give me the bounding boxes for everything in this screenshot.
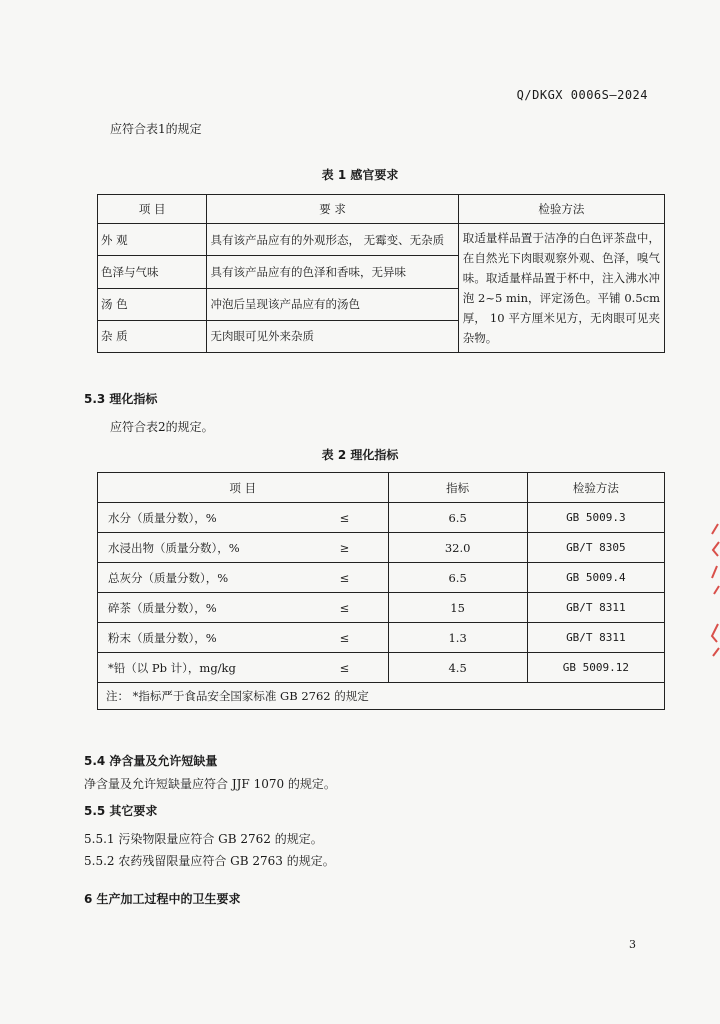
table-row [98,623,665,653]
section-5-5-1: 5.5.1 污染物限量应符合 GB 2762 的规定。 [84,832,323,846]
table-row [98,533,665,563]
page-number: 3 [629,938,636,951]
t2-value: 1.3 [388,623,527,653]
table-row [98,593,665,623]
t1-req: 无肉眼可见外来杂质 [207,320,458,352]
table-row [98,224,665,256]
t2-method: GB/T 8311 [527,593,664,623]
t1-item: 杂 质 [98,320,207,352]
t1-req: 具有该产品应有的色泽和香味，无异味 [207,256,458,288]
table2-caption: 表 2 理化指标 [321,448,399,462]
t2-value: 6.5 [388,503,527,533]
t2-note: 注： *指标严于食品安全国家标准 GB 2762 的规定 [98,683,665,710]
t1-header-item: 项 目 [98,195,207,224]
t2-sym: ≤ [301,503,388,533]
t1-req: 冲泡后呈现该产品应有的汤色 [207,288,458,320]
intro-line: 应符合表1的规定 [110,122,202,136]
t1-method: 取适量样品置于洁净的白色评茶盘中，在自然光下肉眼观察外观、色泽，嗅气 味。取适量样品置于杯中，注入沸水冲 泡 2~5 min，评定汤色。平铺 0.5cm 厚， 10 平方厘米见方，无肉眼可见夹杂物。 [458,224,664,353]
t2-method: GB 5009.12 [527,653,664,683]
section-5-4-title: 5.4 净含量及允许短缺量 [84,754,218,768]
t2-sym: ≥ [301,533,388,563]
t1-item: 汤 色 [98,288,207,320]
t2-method: GB 5009.4 [527,563,664,593]
t2-value: 4.5 [388,653,527,683]
t1-req: 具有该产品应有的外观形态， 无霉变、无杂质 [207,224,458,256]
t1-header-req: 要 求 [207,195,458,224]
t2-name: *铅（以 Pb 计），mg/kg [98,653,302,683]
section-5-3-text: 应符合表2的规定。 [110,420,214,434]
t2-name: 水浸出物（质量分数），% [98,533,302,563]
seal-stamp-fragment-icon [710,520,720,660]
t2-header-item: 项 目 [98,473,389,503]
t2-sym: ≤ [301,623,388,653]
t2-value: 6.5 [388,563,527,593]
table-row [98,563,665,593]
t2-sym: ≤ [301,653,388,683]
document-number: Q/DKGX 0006S—2024 [516,88,648,102]
section-5-5-2: 5.5.2 农药残留限量应符合 GB 2763 的规定。 [84,854,335,868]
t2-value: 32.0 [388,533,527,563]
t1-header-method: 检验方法 [458,195,664,224]
t2-name: 碎茶（质量分数），% [98,593,302,623]
physchem-table [97,472,665,710]
section-6-title: 6 生产加工过程中的卫生要求 [84,892,241,906]
t2-name: 粉末（质量分数），% [98,623,302,653]
table-row [98,653,665,683]
t2-value: 15 [388,593,527,623]
t2-method: GB 5009.3 [527,503,664,533]
t2-sym: ≤ [301,563,388,593]
t2-sym: ≤ [301,593,388,623]
section-5-4-text: 净含量及允许短缺量应符合 JJF 1070 的规定。 [84,777,336,791]
section-5-3-title: 5.3 理化指标 [84,392,158,406]
t1-item: 色泽与气味 [98,256,207,288]
t2-method: GB/T 8311 [527,623,664,653]
t2-header-value: 指标 [388,473,527,503]
sensory-table [97,194,665,353]
t1-item: 外 观 [98,224,207,256]
t2-name: 水分（质量分数），% [98,503,302,533]
section-5-5-title: 5.5 其它要求 [84,804,158,818]
t2-header-method: 检验方法 [527,473,664,503]
table1-caption: 表 1 感官要求 [321,168,399,182]
t2-method: GB/T 8305 [527,533,664,563]
table-row [98,503,665,533]
t2-name: 总灰分（质量分数），% [98,563,302,593]
